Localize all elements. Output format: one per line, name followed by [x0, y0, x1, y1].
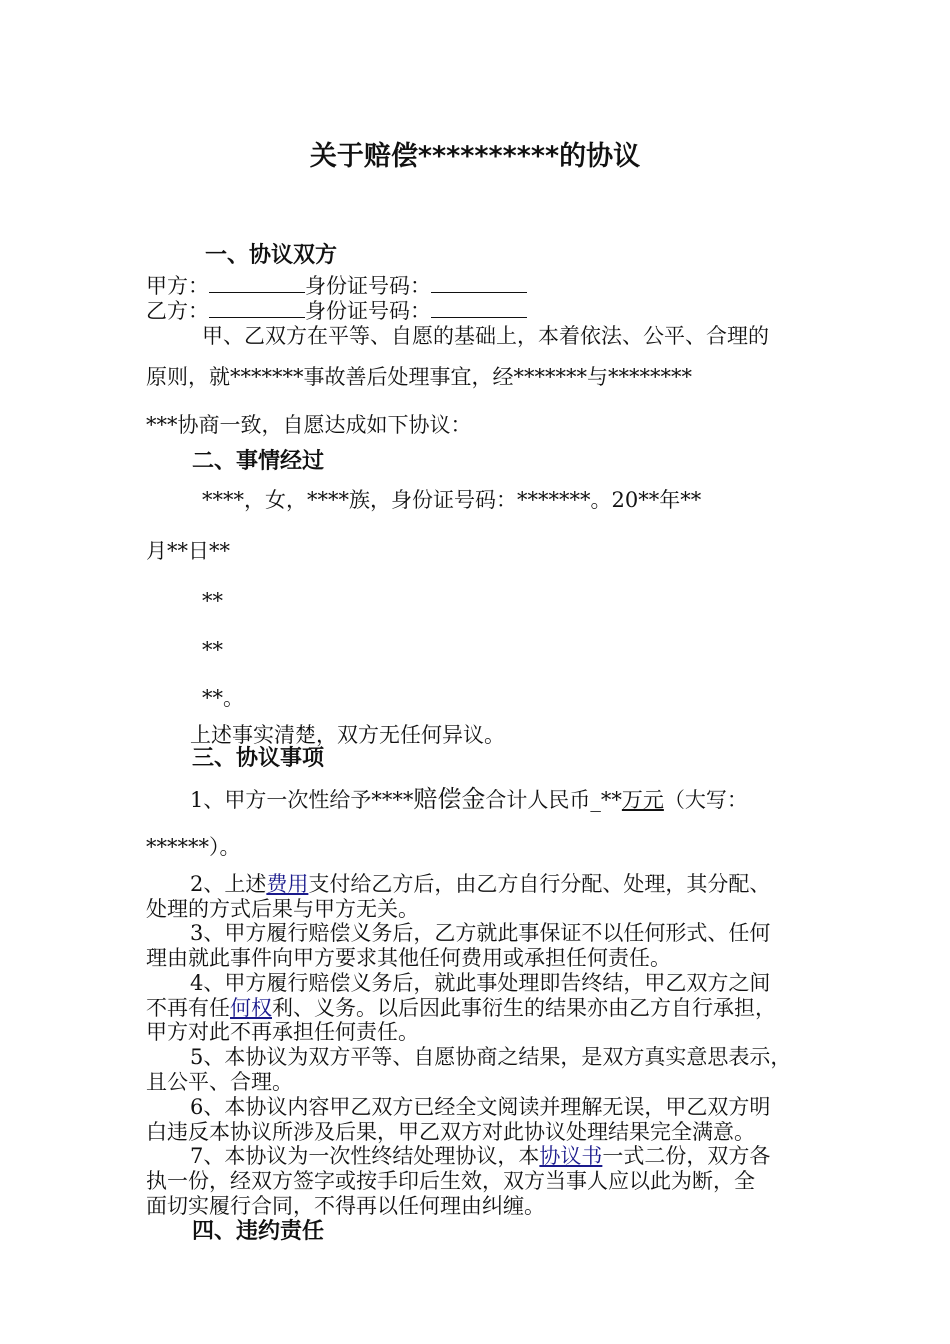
item-5-line-1: 5、本协议为双方平等、自愿协商之结果，是双方真实意思表示，: [190, 1045, 792, 1069]
item-2-line-2: 处理的方式后果与甲方无关。: [146, 897, 419, 921]
party-a-id-blank: [431, 274, 527, 293]
party-b-label: 乙方：: [146, 299, 209, 323]
item-3-line-1: 3、甲方履行赔偿义务后，乙方就此事保证不以任何形式、任何: [190, 921, 771, 945]
party-b-id-label: 身份证号码：: [305, 299, 431, 323]
item-1-compensation-term: 赔偿金: [413, 785, 486, 813]
party-b-name-blank: [209, 299, 305, 318]
item-1-text-a: 1、甲方一次性给予****: [190, 788, 414, 812]
section-1-heading: 一、协议双方: [205, 243, 338, 268]
party-a-label: 甲方：: [146, 274, 209, 298]
item-1-line-1: [190, 786, 748, 813]
item-4-line-3: 甲方对此不再承担任何责任。: [146, 1020, 419, 1044]
item-6-line-1: 6、本协议内容甲乙双方已经全文阅读并理解无误，甲乙双方明: [190, 1095, 771, 1119]
item-6-line-2: 白违反本协议所涉及后果，甲乙双方对此协议处理结果完全满意。: [146, 1120, 755, 1144]
item-2-text-a: 2、上述: [190, 872, 267, 896]
item-1-line-2: ******）。: [146, 835, 241, 859]
party-a-row: [146, 273, 527, 299]
item-1-unit: 万元: [621, 788, 664, 812]
item-2-fee-link[interactable]: 费用: [266, 872, 309, 896]
item-2-text-b: 支付给乙方后，由乙方自行分配、处理，其分配、: [308, 872, 771, 896]
events-line-5: **。: [202, 686, 244, 710]
party-a-id-label: 身份证号码：: [305, 274, 431, 298]
events-line-1: ****，女，****族，身份证号码：*******。20**年**: [202, 488, 702, 512]
party-a-name-blank: [209, 274, 305, 293]
section-4-heading: 四、违约责任: [192, 1219, 325, 1244]
intro-para-line-3: ***协商一致，自愿达成如下协议：: [146, 413, 472, 437]
item-7-text-b: 一式二份，双方各: [602, 1144, 771, 1168]
party-b-id-blank: [431, 299, 527, 318]
events-line-4: **: [202, 638, 223, 662]
item-4-rights-link[interactable]: 何权: [230, 996, 272, 1020]
item-3-line-2: 理由就此事件向甲方要求其他任何费用或承担任何责任。: [146, 946, 671, 970]
item-4-line-2: [146, 995, 776, 1021]
item-7-agreement-link[interactable]: 协议书: [539, 1144, 603, 1168]
item-7-text-a: 7、本协议为一次性终结处理协议，本: [190, 1144, 540, 1168]
events-line-2: 月**日**: [146, 539, 230, 563]
item-7-line-2: 执一份，经双方签字或按手印后生效，双方当事人应以此为断，全: [146, 1169, 755, 1193]
document-title: 关于赔偿**********的协议: [309, 141, 641, 172]
item-4-text-b: 利、义务。以后因此事衍生的结果亦由乙方自行承担，: [272, 996, 776, 1020]
item-7-line-3: 面切实履行合同，不得再以任何理由纠缠。: [146, 1194, 545, 1218]
section-3-heading: 三、协议事项: [192, 746, 325, 771]
item-4-line-1: 4、甲方履行赔偿义务后，就此事处理即告终结，甲乙双方之间: [190, 971, 771, 995]
item-1-text-c: 合计人民币_**: [485, 788, 622, 812]
item-4-text-a: 不再有任: [146, 996, 230, 1020]
party-b-row: [146, 298, 527, 324]
item-7-line-1: [190, 1143, 770, 1169]
intro-para-line-2: 原则，就*******事故善后处理事宜，经*******与********: [146, 365, 692, 389]
section-2-heading: 二、事情经过: [192, 449, 325, 474]
item-5-line-2: 且公平、合理。: [146, 1070, 293, 1094]
item-1-text-d: （大写：: [663, 788, 748, 812]
events-line-3: **: [202, 589, 223, 613]
intro-para-line-1: 甲、乙双方在平等、自愿的基础上，本着依法、公平、合理的: [202, 324, 769, 348]
item-2-line-1: [190, 871, 770, 897]
events-confirmation: 上述事实清楚，双方无任何异议。: [190, 723, 505, 747]
